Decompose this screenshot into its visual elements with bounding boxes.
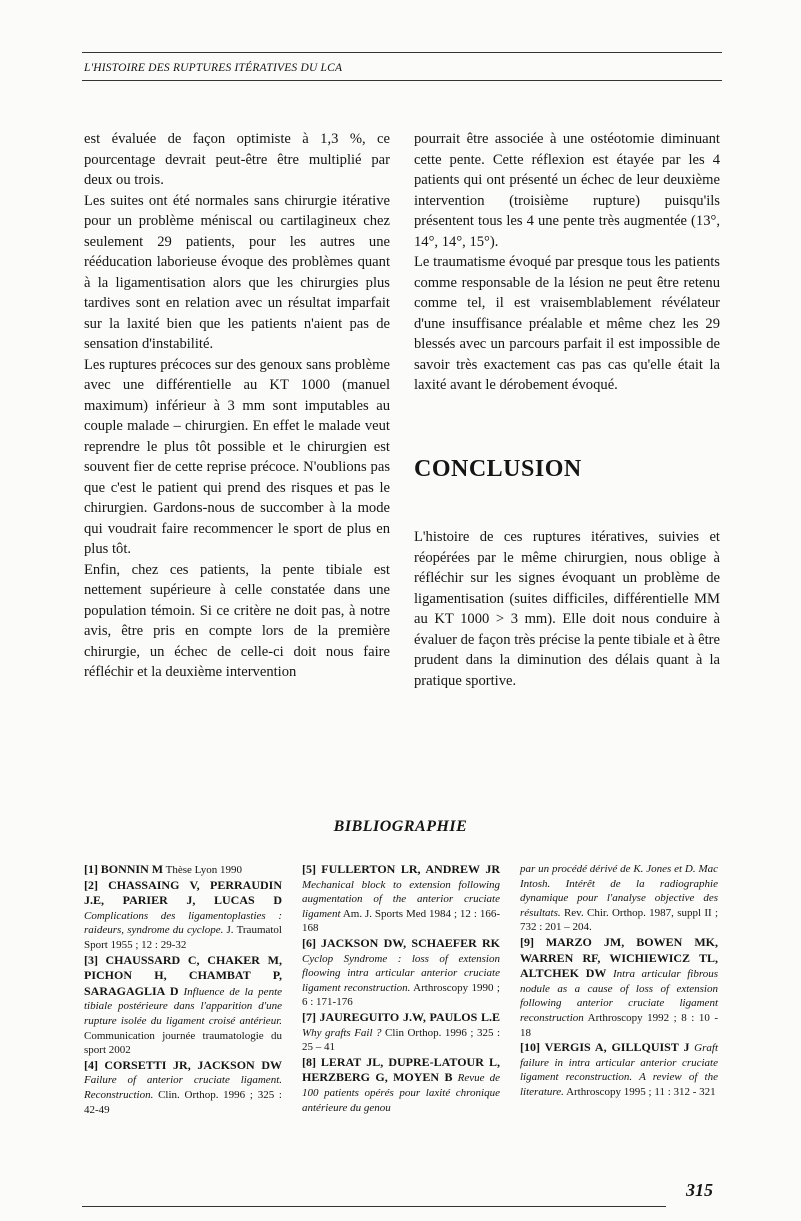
reference-title: Intra articular fibrous nodule as a cause of loss of extension following anterior cruciate ligament reconstruction — [520, 968, 719, 1024]
reference-entry — [302, 1055, 500, 1115]
reference-number: [1] — [84, 862, 98, 876]
reference-title: Influence de la pente tibiale postérieure dans l'apparition d'une rupture isolée du ligament croisé antérieur. — [84, 985, 283, 1027]
reference-entry-continued — [520, 862, 718, 935]
reference-authors: JAUREGUITO J.W, PAULOS L.E — [319, 1009, 501, 1024]
reference-title: Revue de 100 patients opérés pour laxité chronique antérieure du genou — [302, 1072, 501, 1114]
paragraph: pourrait être associée à une ostéotomie diminuant cette pente. Cette réflexion est étayée par les 4 patients qui ont présenté un échec de leur deuxième intervention (troisième rupture) puisqu'ils présentent tous les 4 une pente très augmentée (13°, 14°, 14°, 15°). — [414, 131, 720, 250]
reference-number: [8] — [302, 1054, 316, 1069]
reference-entry — [84, 1058, 282, 1117]
reference-source: Clin Orthop. 1996 ; 325 : 25 – 41 — [302, 1026, 500, 1054]
header-rule-top — [82, 52, 722, 53]
reference-authors: FULLERTON LR, ANDREW JR — [321, 862, 501, 876]
reference-source: Arthroscopy 1995 ; 11 : 312 - 321 — [566, 1085, 716, 1098]
reference-authors: CHASSAING V, PERRAUDIN J.E, PARIER J, LUCAS D — [84, 877, 282, 908]
reference-title: Graft failure in intra articular anterior cruciate ligament reconstruction. A review of the literature. — [520, 1042, 719, 1098]
reference-number: [6] — [302, 935, 316, 950]
reference-entry — [84, 878, 282, 953]
reference-number: [5] — [302, 862, 316, 876]
reference-entry — [520, 935, 718, 1040]
page-number: 315 — [686, 1180, 713, 1200]
reference-number: [4] — [84, 1057, 98, 1072]
reference-entry — [520, 1040, 718, 1099]
body-right-column — [414, 129, 720, 396]
reference-entry — [302, 1010, 500, 1055]
reference-number: [10] — [520, 1040, 540, 1055]
conclusion-heading: CONCLUSION — [414, 456, 582, 482]
reference-source: J. Traumatol Sport 1955 ; 12 : 29-32 — [84, 924, 282, 951]
paragraph: Les ruptures précoces sur des genoux sans problème avec une différentielle au KT 1000 (manuel maximum) inférieur à 3 mm sont imputables au couple malade – chirurgien. En effet le malade veut reprendre le plus tôt possible et le chirurgien est souvent fier de cette reprise précoce. N'oublions pas que c'est le patient qui prend des risques et pas le chirurgien. Gardons-nous de succomber à la mode qui voudrait faire recommencer le sport de plus en plus tôt. — [84, 356, 390, 557]
reference-source: Am. J. Sports Med 1984 ; 12 : 166-168 — [302, 907, 500, 935]
bibliography-heading: BIBLIOGRAPHIE — [333, 818, 468, 835]
bibliography-column-2 — [302, 862, 500, 1115]
header-rule-bottom — [82, 80, 722, 81]
reference-title: Complications des ligamentoplasties : raideurs, syndrome du cyclope. — [84, 909, 282, 937]
paragraph: L'histoire de ces ruptures itératives, suivies et réopérées par le même chirurgien, nous oblige à réfléchir sur les signes évoquant un problème de ligamentisation (suites difficiles, différentielle MM au KT 1000 > 3 mm). Elle doit nous conduire à évaluer de façon très précise la pente tibiale et à être prudent dans la diminution des délais quant à la pratique sportive. — [414, 529, 720, 689]
reference-title: par un procédé dérivé de K. Jones et D. Mac Intosh. Intérêt de la radiographie dynamique pour l'analyse objective des résultats. — [520, 863, 718, 919]
bibliography-column-1 — [84, 862, 282, 1117]
footer-rule — [82, 1206, 666, 1207]
reference-source: Thèse Lyon 1990 — [165, 864, 243, 876]
reference-title: Cyclop Syndrome : loss of extension floowing intra articular anterior cruciate ligament reconstruction. — [302, 952, 500, 994]
reference-number: [2] — [84, 877, 98, 892]
reference-entry — [302, 936, 500, 1010]
reference-source: Arthroscopy 1990 ; 6 : 171-176 — [302, 981, 500, 1009]
reference-source: Clin. Orthop. 1996 ; 325 : 42-49 — [84, 1088, 282, 1116]
bibliography-column-3 — [520, 862, 718, 1100]
body-left-column — [84, 129, 390, 683]
reference-entry — [84, 862, 282, 878]
reference-authors: JACKSON DW, SCHAEFER RK — [321, 935, 500, 950]
paragraph: est évaluée de façon optimiste à 1,3 %, ce pourcentage devrait peut-être être multiplié par deux ou trois. — [84, 131, 390, 188]
reference-number: [9] — [520, 934, 534, 949]
running-title: L'HISTOIRE DES RUPTURES ITÉRATIVES DU LCA — [84, 62, 343, 74]
conclusion-body — [414, 527, 720, 691]
reference-authors: LERAT JL, DUPRE-LATOUR L, HERZBERG G, MOYEN B — [302, 1054, 500, 1085]
reference-entry — [84, 953, 282, 1058]
paragraph: Le traumatisme évoqué par presque tous les patients comme responsable de la lésion ne peut être retenu comme tel, il est vraisemblablement révélateur d'une insuffisance préalable et même chez les 29 blessés avec un parcours parfait il est impossible de savoir très exactement cas pas cas qu'elle était la laxité avant le dérobement évoqué. — [414, 254, 720, 393]
reference-entry — [302, 862, 500, 936]
reference-authors: VERGIS A, GILLQUIST J — [544, 1040, 690, 1055]
reference-authors: BONNIN M — [100, 862, 164, 876]
reference-source: Arthroscopy 1992 ; 8 : 10 - 18 — [520, 1011, 718, 1039]
reference-title: Why grafts Fail ? — [302, 1026, 382, 1039]
reference-source: Communication journée traumatologie du sport 2002 — [84, 1029, 282, 1057]
paragraph: Enfin, chez ces patients, la pente tibiale est nettement supérieure à celle constatée dans une population témoin. Si ce critère ne doit pas, à notre avis, être pris en compte lors de la première chirurgie, un échec de celle-ci doit nous faire réfléchir et la deuxième intervention — [84, 561, 390, 680]
reference-number: [7] — [302, 1009, 316, 1024]
reference-authors: MARZO JM, BOWEN MK, WARREN RF, WICHIEWICZ TL, ALTCHEK DW — [520, 934, 718, 981]
reference-title: Failure of anterior cruciate ligament. Reconstruction. — [84, 1074, 282, 1101]
paragraph: Les suites ont été normales sans chirurgie itérative pour un problème méniscal ou cartilagineux chez seulement 29 patients, pour les autres une rééducation laborieuse évoque des problèmes quant à la ligamentisation alors que les chirurgies plus tardives sont en relation avec un résultat imparfait sur la laxité bien que les patients n'aient pas de sensation d'instabilité. — [84, 192, 390, 352]
reference-title: Mechanical block to extension following augmentation of the anterior cruciate ligament — [302, 878, 500, 920]
reference-authors: CHAUSSARD C, CHAKER M, PICHON H, CHAMBAT P, SARAGAGLIA D — [84, 952, 283, 998]
reference-authors: CORSETTI JR, JACKSON DW — [104, 1057, 282, 1072]
reference-number: [3] — [84, 952, 98, 967]
reference-source: Rev. Chir. Orthop. 1987, suppl II ; 732 : 201 – 204. — [520, 906, 719, 934]
